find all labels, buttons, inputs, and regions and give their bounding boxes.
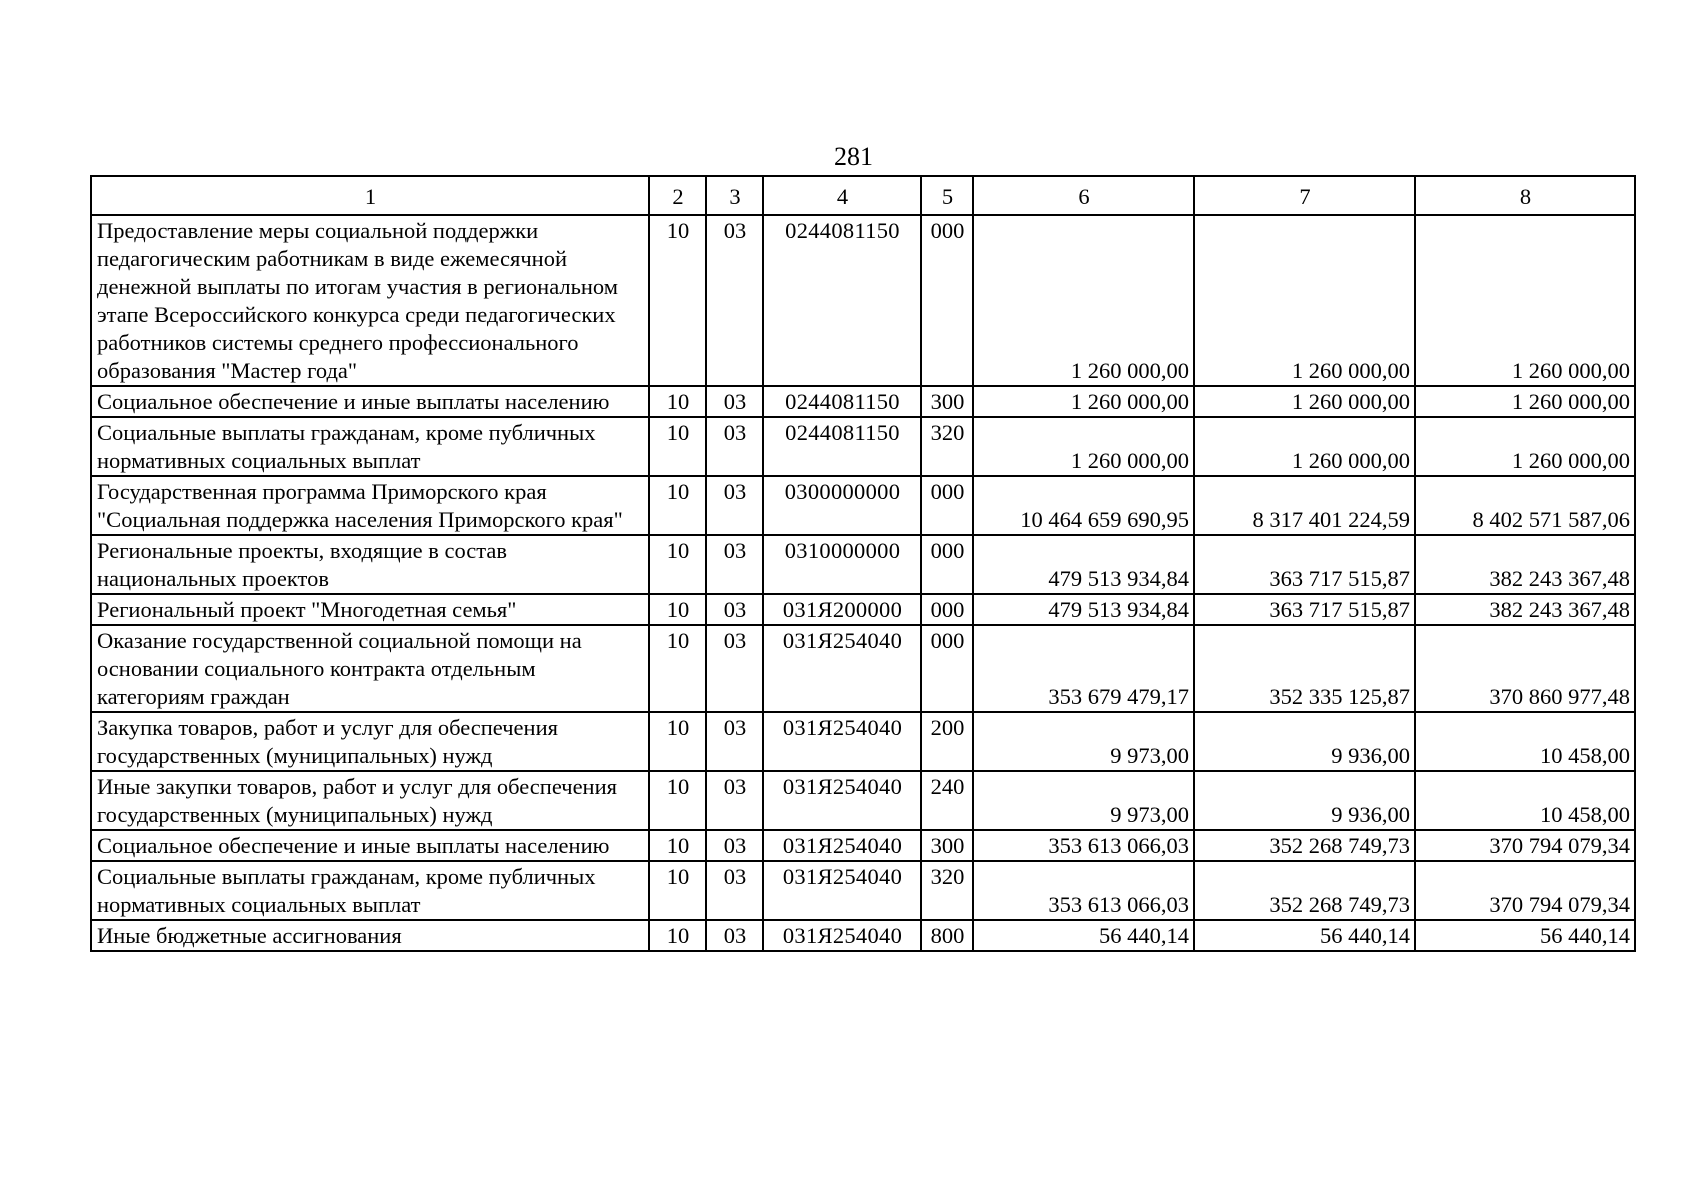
amount-col-6: 9 973,00 [973, 712, 1194, 771]
expense-type-code: 000 [921, 535, 973, 594]
amount-col-6: 479 513 934,84 [973, 535, 1194, 594]
target-article-code: 031Я254040 [763, 861, 921, 920]
amount-col-6: 9 973,00 [973, 771, 1194, 830]
header-cell: 2 [649, 176, 706, 215]
amount-col-8: 370 860 977,48 [1415, 625, 1635, 712]
header-cell: 3 [706, 176, 763, 215]
subsection-code: 03 [706, 712, 763, 771]
table-row [91, 920, 1635, 951]
target-article-code: 031Я254040 [763, 920, 921, 951]
amount-col-7: 9 936,00 [1194, 771, 1415, 830]
amount-col-7: 352 335 125,87 [1194, 625, 1415, 712]
amount-col-7: 352 268 749,73 [1194, 830, 1415, 861]
header-cell: 1 [91, 176, 649, 215]
expense-type-code: 300 [921, 830, 973, 861]
subsection-code: 03 [706, 594, 763, 625]
amount-col-7: 9 936,00 [1194, 712, 1415, 771]
table-row [91, 861, 1635, 920]
amount-col-6: 56 440,14 [973, 920, 1194, 951]
amount-col-7: 363 717 515,87 [1194, 535, 1415, 594]
item-name: Социальные выплаты гражданам, кроме публичных нормативных социальных выплат [91, 861, 649, 920]
amount-col-7: 363 717 515,87 [1194, 594, 1415, 625]
expense-type-code: 320 [921, 861, 973, 920]
target-article-code: 0244081150 [763, 215, 921, 386]
amount-col-8: 1 260 000,00 [1415, 386, 1635, 417]
expense-type-code: 000 [921, 625, 973, 712]
subsection-code: 03 [706, 920, 763, 951]
item-name: Предоставление меры социальной поддержки педагогическим работникам в виде ежемесячной денежной выплаты по итогам участия в региональном этапе Всероссийского конкурса среди педагогических работников системы среднего профессионального образования "Мастер года" [91, 215, 649, 386]
target-article-code: 0244081150 [763, 417, 921, 476]
amount-col-7: 1 260 000,00 [1194, 215, 1415, 386]
amount-col-8: 8 402 571 587,06 [1415, 476, 1635, 535]
amount-col-8: 370 794 079,34 [1415, 830, 1635, 861]
amount-col-6: 10 464 659 690,95 [973, 476, 1194, 535]
section-code: 10 [649, 476, 706, 535]
table-row [91, 215, 1635, 386]
amount-col-6: 353 613 066,03 [973, 830, 1194, 861]
table-row [91, 417, 1635, 476]
item-name: Закупка товаров, работ и услуг для обеспечения государственных (муниципальных) нужд [91, 712, 649, 771]
amount-col-6: 353 613 066,03 [973, 861, 1194, 920]
expense-type-code: 300 [921, 386, 973, 417]
amount-col-8: 10 458,00 [1415, 712, 1635, 771]
expense-type-code: 200 [921, 712, 973, 771]
subsection-code: 03 [706, 417, 763, 476]
expense-type-code: 000 [921, 476, 973, 535]
target-article-code: 0300000000 [763, 476, 921, 535]
section-code: 10 [649, 771, 706, 830]
header-cell: 5 [921, 176, 973, 215]
section-code: 10 [649, 417, 706, 476]
section-code: 10 [649, 594, 706, 625]
item-name: Социальные выплаты гражданам, кроме публичных нормативных социальных выплат [91, 417, 649, 476]
amount-col-6: 1 260 000,00 [973, 386, 1194, 417]
item-name: Иные бюджетные ассигнования [91, 920, 649, 951]
section-code: 10 [649, 386, 706, 417]
section-code: 10 [649, 535, 706, 594]
item-name: Иные закупки товаров, работ и услуг для обеспечения государственных (муниципальных) нужд [91, 771, 649, 830]
target-article-code: 0310000000 [763, 535, 921, 594]
amount-col-7: 352 268 749,73 [1194, 861, 1415, 920]
item-name: Государственная программа Приморского края "Социальная поддержка населения Приморского края" [91, 476, 649, 535]
item-name: Оказание государственной социальной помощи на основании социального контракта отдельным категориям граждан [91, 625, 649, 712]
item-name: Социальное обеспечение и иные выплаты населению [91, 830, 649, 861]
header-cell: 4 [763, 176, 921, 215]
amount-col-8: 382 243 367,48 [1415, 594, 1635, 625]
amount-col-8: 56 440,14 [1415, 920, 1635, 951]
amount-col-6: 1 260 000,00 [973, 417, 1194, 476]
header-cell: 6 [973, 176, 1194, 215]
section-code: 10 [649, 861, 706, 920]
target-article-code: 031Я254040 [763, 712, 921, 771]
table-row [91, 476, 1635, 535]
table-row [91, 594, 1635, 625]
subsection-code: 03 [706, 861, 763, 920]
table-header [91, 176, 1635, 215]
table-row [91, 712, 1635, 771]
item-name: Социальное обеспечение и иные выплаты населению [91, 386, 649, 417]
section-code: 10 [649, 920, 706, 951]
amount-col-8: 1 260 000,00 [1415, 417, 1635, 476]
subsection-code: 03 [706, 535, 763, 594]
amount-col-8: 382 243 367,48 [1415, 535, 1635, 594]
subsection-code: 03 [706, 476, 763, 535]
item-name: Региональный проект "Многодетная семья" [91, 594, 649, 625]
header-cell: 7 [1194, 176, 1415, 215]
amount-col-7: 1 260 000,00 [1194, 386, 1415, 417]
subsection-code: 03 [706, 215, 763, 386]
subsection-code: 03 [706, 771, 763, 830]
target-article-code: 031Я254040 [763, 625, 921, 712]
target-article-code: 0244081150 [763, 386, 921, 417]
target-article-code: 031Я200000 [763, 594, 921, 625]
table-row [91, 386, 1635, 417]
header-cell: 8 [1415, 176, 1635, 215]
expense-type-code: 320 [921, 417, 973, 476]
subsection-code: 03 [706, 386, 763, 417]
table-row [91, 830, 1635, 861]
table-row [91, 625, 1635, 712]
amount-col-8: 370 794 079,34 [1415, 861, 1635, 920]
item-name: Региональные проекты, входящие в состав национальных проектов [91, 535, 649, 594]
table-row [91, 771, 1635, 830]
amount-col-7: 8 317 401 224,59 [1194, 476, 1415, 535]
amount-col-7: 56 440,14 [1194, 920, 1415, 951]
section-code: 10 [649, 625, 706, 712]
header-row [91, 176, 1635, 215]
expense-type-code: 000 [921, 594, 973, 625]
table-body [91, 215, 1635, 951]
expense-type-code: 800 [921, 920, 973, 951]
expense-type-code: 000 [921, 215, 973, 386]
table-row [91, 535, 1635, 594]
section-code: 10 [649, 712, 706, 771]
subsection-code: 03 [706, 830, 763, 861]
amount-col-8: 10 458,00 [1415, 771, 1635, 830]
target-article-code: 031Я254040 [763, 830, 921, 861]
amount-col-7: 1 260 000,00 [1194, 417, 1415, 476]
amount-col-6: 353 679 479,17 [973, 625, 1194, 712]
amount-col-6: 1 260 000,00 [973, 215, 1194, 386]
section-code: 10 [649, 830, 706, 861]
subsection-code: 03 [706, 625, 763, 712]
target-article-code: 031Я254040 [763, 771, 921, 830]
page-number: 281 [834, 142, 873, 171]
amount-col-6: 479 513 934,84 [973, 594, 1194, 625]
expense-type-code: 240 [921, 771, 973, 830]
section-code: 10 [649, 215, 706, 386]
amount-col-8: 1 260 000,00 [1415, 215, 1635, 386]
budget-table [90, 175, 1636, 952]
